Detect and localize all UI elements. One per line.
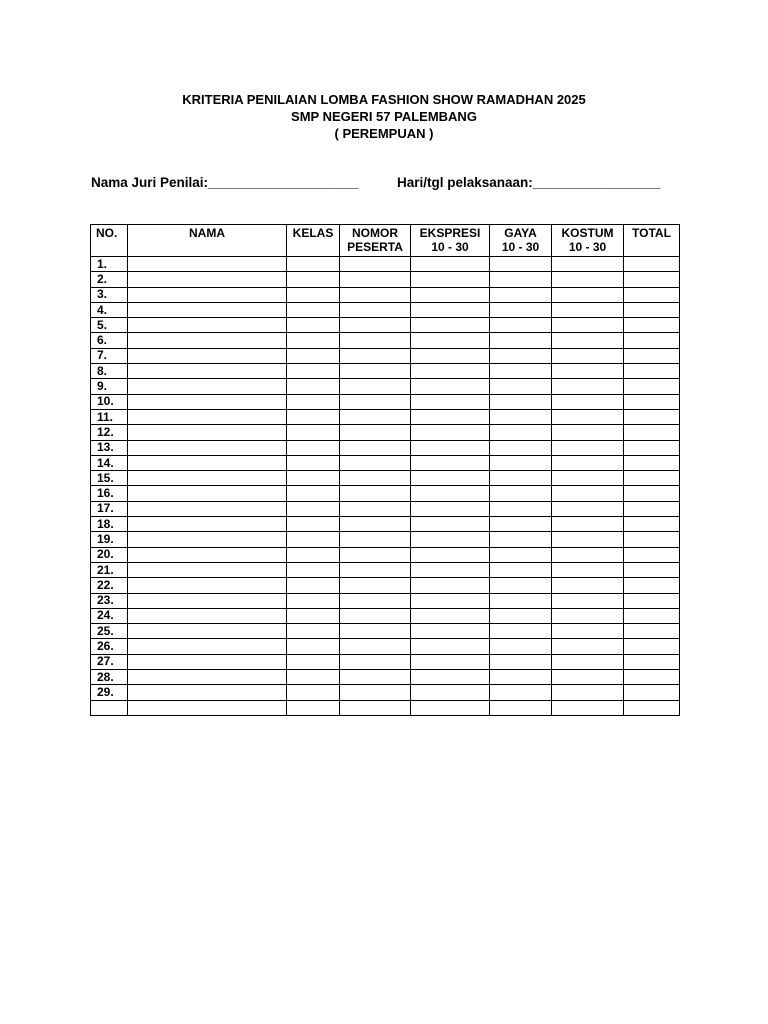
cell-gaya xyxy=(490,272,552,287)
header-kelas xyxy=(287,225,340,257)
cell-kelas xyxy=(287,685,340,700)
cell-total xyxy=(624,394,680,409)
row-number-cell: 25. xyxy=(91,624,128,639)
table-row xyxy=(91,517,680,532)
cell-nama xyxy=(128,654,287,669)
cell-ekspresi xyxy=(411,593,490,608)
cell-nama xyxy=(128,272,287,287)
row-number-cell: 26. xyxy=(91,639,128,654)
cell-total xyxy=(624,455,680,470)
cell-kelas xyxy=(287,700,340,715)
cell-nomor-peserta xyxy=(340,578,411,593)
cell-kostum xyxy=(552,364,624,379)
cell-total xyxy=(624,685,680,700)
cell-ekspresi xyxy=(411,379,490,394)
cell-gaya xyxy=(490,532,552,547)
row-number-cell: 3. xyxy=(91,287,128,302)
row-number-cell: 5. xyxy=(91,318,128,333)
table-row xyxy=(91,409,680,424)
row-number-cell: 27. xyxy=(91,654,128,669)
header-nomor-peserta xyxy=(340,225,411,257)
cell-kelas xyxy=(287,302,340,317)
cell-nomor-peserta xyxy=(340,670,411,685)
cell-nomor-peserta xyxy=(340,394,411,409)
cell-total xyxy=(624,654,680,669)
row-number-cell: 23. xyxy=(91,593,128,608)
table-row xyxy=(91,639,680,654)
cell-kostum xyxy=(552,532,624,547)
cell-gaya xyxy=(490,257,552,272)
cell-nomor-peserta xyxy=(340,624,411,639)
cell-gaya xyxy=(490,501,552,516)
cell-nomor-peserta xyxy=(340,425,411,440)
cell-kostum xyxy=(552,700,624,715)
row-number-cell: 14. xyxy=(91,455,128,470)
row-number-cell: 7. xyxy=(91,348,128,363)
cell-kelas xyxy=(287,455,340,470)
cell-nama xyxy=(128,425,287,440)
cell-kelas xyxy=(287,670,340,685)
cell-total xyxy=(624,425,680,440)
cell-kelas xyxy=(287,272,340,287)
cell-nomor-peserta xyxy=(340,486,411,501)
cell-kelas xyxy=(287,318,340,333)
table-row xyxy=(91,700,680,715)
cell-gaya xyxy=(490,654,552,669)
score-table xyxy=(90,224,680,716)
cell-gaya xyxy=(490,624,552,639)
row-number-cell: 2. xyxy=(91,272,128,287)
cell-total xyxy=(624,318,680,333)
cell-kelas xyxy=(287,654,340,669)
cell-ekspresi xyxy=(411,501,490,516)
cell-gaya xyxy=(490,578,552,593)
cell-total xyxy=(624,624,680,639)
cell-nama xyxy=(128,517,287,532)
cell-nama xyxy=(128,578,287,593)
cell-total xyxy=(624,700,680,715)
table-row xyxy=(91,608,680,623)
cell-kostum xyxy=(552,409,624,424)
cell-nama xyxy=(128,532,287,547)
cell-kostum xyxy=(552,455,624,470)
cell-kostum xyxy=(552,318,624,333)
cell-ekspresi xyxy=(411,562,490,577)
cell-kelas xyxy=(287,333,340,348)
cell-nama xyxy=(128,547,287,562)
cell-nomor-peserta xyxy=(340,272,411,287)
cell-total xyxy=(624,608,680,623)
table-row xyxy=(91,333,680,348)
cell-kelas xyxy=(287,486,340,501)
row-number-cell: 1. xyxy=(91,257,128,272)
cell-nama xyxy=(128,302,287,317)
cell-nomor-peserta xyxy=(340,471,411,486)
cell-total xyxy=(624,287,680,302)
cell-gaya xyxy=(490,608,552,623)
title-line-2: SMP NEGERI 57 PALEMBANG xyxy=(291,109,477,124)
header-ekspresi xyxy=(411,225,490,257)
cell-kostum xyxy=(552,578,624,593)
cell-gaya xyxy=(490,593,552,608)
cell-total xyxy=(624,532,680,547)
header-gaya-line1: GAYA xyxy=(504,226,537,240)
cell-gaya xyxy=(490,394,552,409)
cell-ekspresi xyxy=(411,287,490,302)
cell-nomor-peserta xyxy=(340,302,411,317)
row-number-cell: 15. xyxy=(91,471,128,486)
cell-kostum xyxy=(552,501,624,516)
header-total-line1: TOTAL xyxy=(632,226,671,240)
cell-gaya xyxy=(490,440,552,455)
cell-ekspresi xyxy=(411,685,490,700)
row-number-cell: 22. xyxy=(91,578,128,593)
cell-kelas xyxy=(287,409,340,424)
cell-nomor-peserta xyxy=(340,517,411,532)
cell-nama xyxy=(128,670,287,685)
cell-nama xyxy=(128,455,287,470)
row-number-cell: 11. xyxy=(91,409,128,424)
cell-kelas xyxy=(287,348,340,363)
cell-nomor-peserta xyxy=(340,455,411,470)
row-number-cell: 13. xyxy=(91,440,128,455)
cell-nama xyxy=(128,685,287,700)
cell-kelas xyxy=(287,425,340,440)
cell-kelas xyxy=(287,547,340,562)
cell-kelas xyxy=(287,593,340,608)
table-row xyxy=(91,272,680,287)
cell-gaya xyxy=(490,517,552,532)
cell-gaya xyxy=(490,409,552,424)
header-nama-line1: NAMA xyxy=(189,226,225,240)
cell-kostum xyxy=(552,272,624,287)
table-header-row xyxy=(91,225,680,257)
cell-total xyxy=(624,501,680,516)
table-row xyxy=(91,624,680,639)
cell-nomor-peserta xyxy=(340,639,411,654)
cell-total xyxy=(624,547,680,562)
table-row xyxy=(91,562,680,577)
header-nomor-peserta-line2: PESERTA xyxy=(347,240,403,254)
cell-kostum xyxy=(552,670,624,685)
cell-total xyxy=(624,562,680,577)
cell-kelas xyxy=(287,440,340,455)
cell-kostum xyxy=(552,379,624,394)
row-number-cell: 29. xyxy=(91,685,128,700)
cell-nomor-peserta xyxy=(340,532,411,547)
cell-ekspresi xyxy=(411,471,490,486)
cell-gaya xyxy=(490,379,552,394)
cell-kostum xyxy=(552,685,624,700)
cell-total xyxy=(624,593,680,608)
table-row xyxy=(91,318,680,333)
header-kostum-line1: KOSTUM xyxy=(561,226,614,240)
document-title xyxy=(0,91,768,142)
cell-total xyxy=(624,486,680,501)
cell-nama xyxy=(128,562,287,577)
cell-total xyxy=(624,364,680,379)
cell-kostum xyxy=(552,624,624,639)
row-number-cell: 6. xyxy=(91,333,128,348)
cell-nama xyxy=(128,348,287,363)
cell-ekspresi xyxy=(411,425,490,440)
cell-gaya xyxy=(490,685,552,700)
cell-kostum xyxy=(552,608,624,623)
cell-kostum xyxy=(552,471,624,486)
cell-ekspresi xyxy=(411,440,490,455)
cell-kelas xyxy=(287,532,340,547)
cell-ekspresi xyxy=(411,348,490,363)
cell-ekspresi xyxy=(411,639,490,654)
cell-nomor-peserta xyxy=(340,364,411,379)
cell-total xyxy=(624,333,680,348)
table-row xyxy=(91,257,680,272)
table-row xyxy=(91,440,680,455)
cell-nama xyxy=(128,624,287,639)
cell-total xyxy=(624,257,680,272)
cell-kelas xyxy=(287,394,340,409)
cell-kostum xyxy=(552,547,624,562)
table-row xyxy=(91,394,680,409)
cell-nomor-peserta xyxy=(340,348,411,363)
cell-ekspresi xyxy=(411,532,490,547)
cell-kostum xyxy=(552,302,624,317)
table-row xyxy=(91,654,680,669)
cell-total xyxy=(624,409,680,424)
cell-nomor-peserta xyxy=(340,685,411,700)
header-nama xyxy=(128,225,287,257)
cell-ekspresi xyxy=(411,608,490,623)
cell-nomor-peserta xyxy=(340,333,411,348)
cell-nama xyxy=(128,364,287,379)
table-row xyxy=(91,379,680,394)
cell-kostum xyxy=(552,440,624,455)
cell-kostum xyxy=(552,517,624,532)
row-number-cell: 20. xyxy=(91,547,128,562)
table-row xyxy=(91,532,680,547)
cell-total xyxy=(624,272,680,287)
cell-nomor-peserta xyxy=(340,593,411,608)
cell-nomor-peserta xyxy=(340,409,411,424)
row-number-cell: 10. xyxy=(91,394,128,409)
header-nomor-peserta-line1: NOMOR xyxy=(352,226,398,240)
cell-total xyxy=(624,302,680,317)
cell-kelas xyxy=(287,578,340,593)
cell-ekspresi xyxy=(411,670,490,685)
cell-kelas xyxy=(287,364,340,379)
cell-gaya xyxy=(490,486,552,501)
cell-total xyxy=(624,471,680,486)
cell-ekspresi xyxy=(411,517,490,532)
header-gaya-line2: 10 - 30 xyxy=(501,240,540,254)
cell-nama xyxy=(128,440,287,455)
cell-kelas xyxy=(287,624,340,639)
cell-ekspresi xyxy=(411,455,490,470)
table-row xyxy=(91,287,680,302)
cell-gaya xyxy=(490,670,552,685)
row-number-cell: 8. xyxy=(91,364,128,379)
cell-nomor-peserta xyxy=(340,547,411,562)
cell-kelas xyxy=(287,501,340,516)
cell-kostum xyxy=(552,394,624,409)
table-row xyxy=(91,593,680,608)
cell-gaya xyxy=(490,547,552,562)
title-line-1: KRITERIA PENILAIAN LOMBA FASHION SHOW RAMADHAN 2025 xyxy=(182,92,586,107)
cell-nama xyxy=(128,333,287,348)
table-row xyxy=(91,302,680,317)
cell-nama xyxy=(128,471,287,486)
cell-gaya xyxy=(490,700,552,715)
cell-kostum xyxy=(552,333,624,348)
cell-total xyxy=(624,348,680,363)
cell-nomor-peserta xyxy=(340,257,411,272)
cell-kelas xyxy=(287,471,340,486)
cell-ekspresi xyxy=(411,547,490,562)
cell-nomor-peserta xyxy=(340,562,411,577)
cell-nomor-peserta xyxy=(340,318,411,333)
cell-gaya xyxy=(490,425,552,440)
cell-nomor-peserta xyxy=(340,608,411,623)
cell-ekspresi xyxy=(411,364,490,379)
header-ekspresi-line1: EKSPRESI xyxy=(419,226,481,240)
row-number-cell: 12. xyxy=(91,425,128,440)
cell-ekspresi xyxy=(411,486,490,501)
cell-nama xyxy=(128,257,287,272)
header-kostum xyxy=(552,225,624,257)
cell-ekspresi xyxy=(411,318,490,333)
cell-kelas xyxy=(287,257,340,272)
cell-total xyxy=(624,517,680,532)
cell-ekspresi xyxy=(411,333,490,348)
cell-gaya xyxy=(490,333,552,348)
cell-kostum xyxy=(552,287,624,302)
date-field: Hari/tgl pelaksanaan:_________________ xyxy=(397,175,661,190)
cell-nama xyxy=(128,409,287,424)
table-row xyxy=(91,547,680,562)
header-kostum-line2: 10 - 30 xyxy=(568,240,607,254)
cell-nomor-peserta xyxy=(340,287,411,302)
table-row xyxy=(91,486,680,501)
cell-nama xyxy=(128,593,287,608)
cell-nomor-peserta xyxy=(340,700,411,715)
juri-name-field: Nama Juri Penilai:____________________ xyxy=(91,175,359,190)
table-row xyxy=(91,364,680,379)
cell-nama xyxy=(128,608,287,623)
cell-kostum xyxy=(552,562,624,577)
row-number-cell xyxy=(91,700,128,715)
cell-gaya xyxy=(490,364,552,379)
cell-ekspresi xyxy=(411,654,490,669)
cell-total xyxy=(624,639,680,654)
cell-nomor-peserta xyxy=(340,379,411,394)
table-body xyxy=(91,257,680,716)
table-row xyxy=(91,501,680,516)
cell-nama xyxy=(128,639,287,654)
cell-nama xyxy=(128,394,287,409)
cell-kostum xyxy=(552,257,624,272)
cell-kelas xyxy=(287,562,340,577)
row-number-cell: 18. xyxy=(91,517,128,532)
cell-gaya xyxy=(490,562,552,577)
cell-kelas xyxy=(287,608,340,623)
cell-kelas xyxy=(287,639,340,654)
header-ekspresi-line2: 10 - 30 xyxy=(431,240,469,254)
header-kelas-line1: KELAS xyxy=(292,226,334,240)
cell-kostum xyxy=(552,654,624,669)
cell-ekspresi xyxy=(411,409,490,424)
cell-ekspresi xyxy=(411,624,490,639)
table-row xyxy=(91,348,680,363)
row-number-cell: 16. xyxy=(91,486,128,501)
row-number-cell: 4. xyxy=(91,302,128,317)
cell-ekspresi xyxy=(411,257,490,272)
cell-nomor-peserta xyxy=(340,501,411,516)
row-number-cell: 24. xyxy=(91,608,128,623)
header-total xyxy=(624,225,680,257)
table-row xyxy=(91,425,680,440)
cell-gaya xyxy=(490,318,552,333)
row-number-cell: 21. xyxy=(91,562,128,577)
cell-gaya xyxy=(490,287,552,302)
cell-kelas xyxy=(287,517,340,532)
cell-ekspresi xyxy=(411,394,490,409)
cell-nama xyxy=(128,379,287,394)
cell-kostum xyxy=(552,639,624,654)
header-no-line1: NO. xyxy=(96,226,118,240)
header-gaya xyxy=(490,225,552,257)
cell-nama xyxy=(128,318,287,333)
header-no xyxy=(91,225,128,257)
cell-total xyxy=(624,670,680,685)
cell-ekspresi xyxy=(411,578,490,593)
table-row xyxy=(91,685,680,700)
table-row xyxy=(91,455,680,470)
cell-kostum xyxy=(552,348,624,363)
title-line-3: ( PEREMPUAN ) xyxy=(334,126,434,141)
cell-total xyxy=(624,578,680,593)
row-number-cell: 28. xyxy=(91,670,128,685)
cell-nama xyxy=(128,486,287,501)
table-row xyxy=(91,670,680,685)
cell-nama xyxy=(128,700,287,715)
row-number-cell: 9. xyxy=(91,379,128,394)
row-number-cell: 19. xyxy=(91,532,128,547)
cell-gaya xyxy=(490,639,552,654)
cell-total xyxy=(624,440,680,455)
table-row xyxy=(91,471,680,486)
table-row xyxy=(91,578,680,593)
cell-nomor-peserta xyxy=(340,440,411,455)
cell-nama xyxy=(128,501,287,516)
row-number-cell: 17. xyxy=(91,501,128,516)
cell-gaya xyxy=(490,302,552,317)
cell-gaya xyxy=(490,455,552,470)
cell-kostum xyxy=(552,486,624,501)
cell-nomor-peserta xyxy=(340,654,411,669)
cell-nama xyxy=(128,287,287,302)
cell-kelas xyxy=(287,287,340,302)
cell-ekspresi xyxy=(411,272,490,287)
cell-ekspresi xyxy=(411,700,490,715)
cell-total xyxy=(624,379,680,394)
cell-gaya xyxy=(490,348,552,363)
cell-ekspresi xyxy=(411,302,490,317)
cell-kostum xyxy=(552,593,624,608)
cell-kelas xyxy=(287,379,340,394)
cell-gaya xyxy=(490,471,552,486)
cell-kostum xyxy=(552,425,624,440)
